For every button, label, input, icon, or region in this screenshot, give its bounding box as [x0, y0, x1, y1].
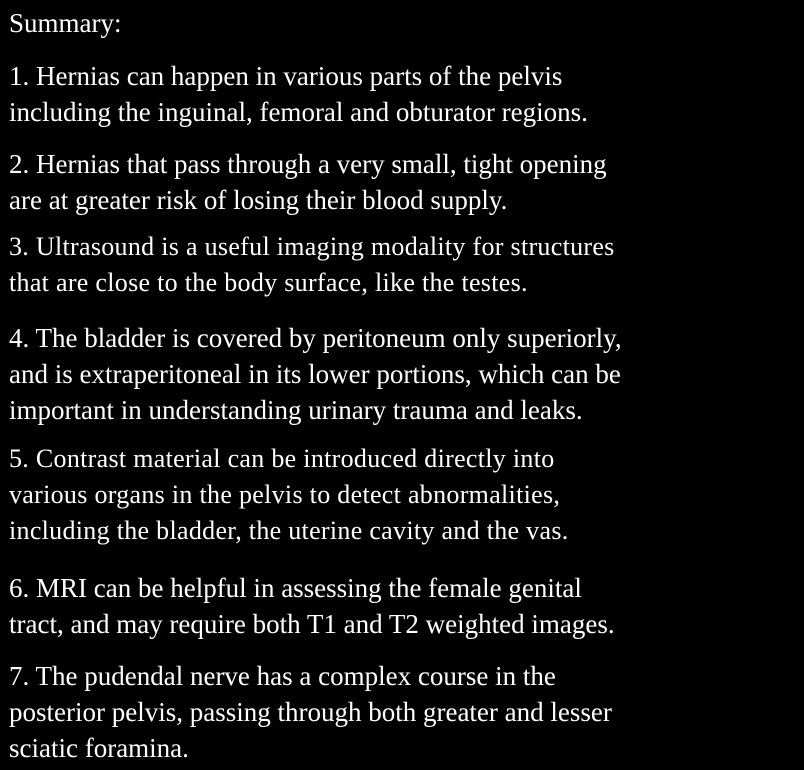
summary-item-5 — [9, 441, 569, 549]
summary-item-4 — [9, 320, 622, 428]
summary-item-line: that are close to the body surface, like the testes. — [9, 268, 528, 297]
summary-item-line: posterior pelvis, passing through both greater and lesser — [9, 697, 612, 727]
summary-item-line: 5. Contrast material can be introduced directly into — [9, 444, 555, 473]
summary-item-line: 1. Hernias can happen in various parts of the pelvis — [9, 61, 563, 91]
summary-item-line: and is extraperitoneal in its lower portions, which can be — [9, 359, 621, 389]
summary-item-line: tract, and may require both T1 and T2 weighted images. — [9, 609, 615, 639]
summary-item-line: sciatic foramina. — [9, 733, 189, 763]
summary-item-line: 6. MRI can be helpful in assessing the female genital — [9, 573, 582, 603]
summary-item-line: 4. The bladder is covered by peritoneum only superiorly, — [9, 323, 622, 353]
summary-item-6 — [9, 570, 615, 642]
summary-item-1 — [9, 58, 588, 130]
summary-item-line: 7. The pudendal nerve has a complex course in the — [9, 661, 556, 691]
summary-item-line: 3. Ultrasound is a useful imaging modality for structures — [9, 232, 615, 261]
summary-item-line: including the inguinal, femoral and obturator regions. — [9, 97, 588, 127]
summary-item-line: 2. Hernias that pass through a very small, tight opening — [9, 149, 607, 179]
summary-item-2 — [9, 146, 607, 218]
summary-item-3 — [9, 229, 615, 301]
summary-item-line: are at greater risk of losing their blood supply. — [9, 185, 508, 215]
summary-item-7 — [9, 658, 612, 766]
summary-item-line: including the bladder, the uterine cavity and the vas. — [9, 516, 569, 545]
summary-item-line: important in understanding urinary trauma and leaks. — [9, 395, 583, 425]
summary-item-line: various organs in the pelvis to detect abnormalities, — [9, 480, 561, 509]
summary-title: Summary: — [9, 8, 122, 38]
